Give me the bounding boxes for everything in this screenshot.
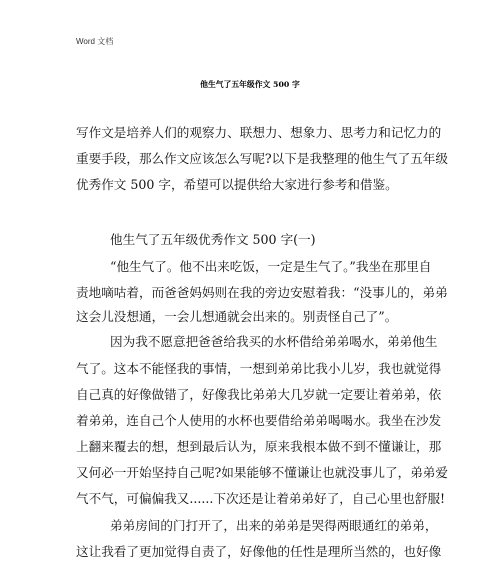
paragraph-line: 自己真的好像做错了，好像我比弟弟大几岁就一定要让着弟弟，依 <box>76 387 442 402</box>
paragraph-line: 着弟弟，连自己个人使用的水杯也要借给弟弟喝喝水。我坐在沙发 <box>76 413 442 428</box>
intro-line: 重要手段，那么作文应该怎么写呢?以下是我整理的他生气了五年级 <box>76 151 448 166</box>
paragraph-line: 责地嘀咕着，而爸爸妈妈则在我的旁边安慰着我：“没事儿的，弟弟 <box>76 285 448 300</box>
paragraph-line: 因为我不愿意把爸爸给我买的水杯借给弟弟喝水，弟弟他生 <box>110 334 438 349</box>
document-title: 他生气了五年级作文 500 字 <box>200 80 300 89</box>
paragraph-line: 又何必一开始坚持自己呢?如果能够不懂谦让也就没事儿了，弟弟爱 <box>76 465 448 480</box>
paragraph-line: 气不气，可偏偏我又......下次还是让着弟弟好了，自己心里也舒服! <box>76 491 446 506</box>
section-title: 他生气了五年级优秀作文 500 字(一) <box>110 232 316 247</box>
intro-line: 优秀作文 500 字，希望可以提供给大家进行参考和借鉴。 <box>76 177 398 192</box>
paragraph-line: “他生气了。他不出来吃饭，一定是生气了。”我坐在那里自 <box>110 259 432 274</box>
header-label: Word 文档 <box>76 37 114 46</box>
paragraph-line: 这会儿没想通，一会儿想通就会出来的。别责怪自己了”。 <box>76 309 398 324</box>
paragraph-line: 气了。这本不能怪我的事情，一想到弟弟比我小儿岁，我也就觉得 <box>76 361 442 376</box>
paragraph-line: 这让我看了更加觉得自责了，好像他的任性是理所当然的，也好像 <box>76 544 442 559</box>
paragraph-line: 弟弟房间的门打开了，出来的弟弟是哭得两眼通红的弟弟， <box>110 518 438 533</box>
intro-line: 写作文是培养人们的观察力、联想力、想象力、思考力和记忆力的 <box>76 125 442 140</box>
paragraph-line: 上翻来覆去的想，想到最后认为，原来我根本做不到不懂谦让，那 <box>76 439 442 454</box>
